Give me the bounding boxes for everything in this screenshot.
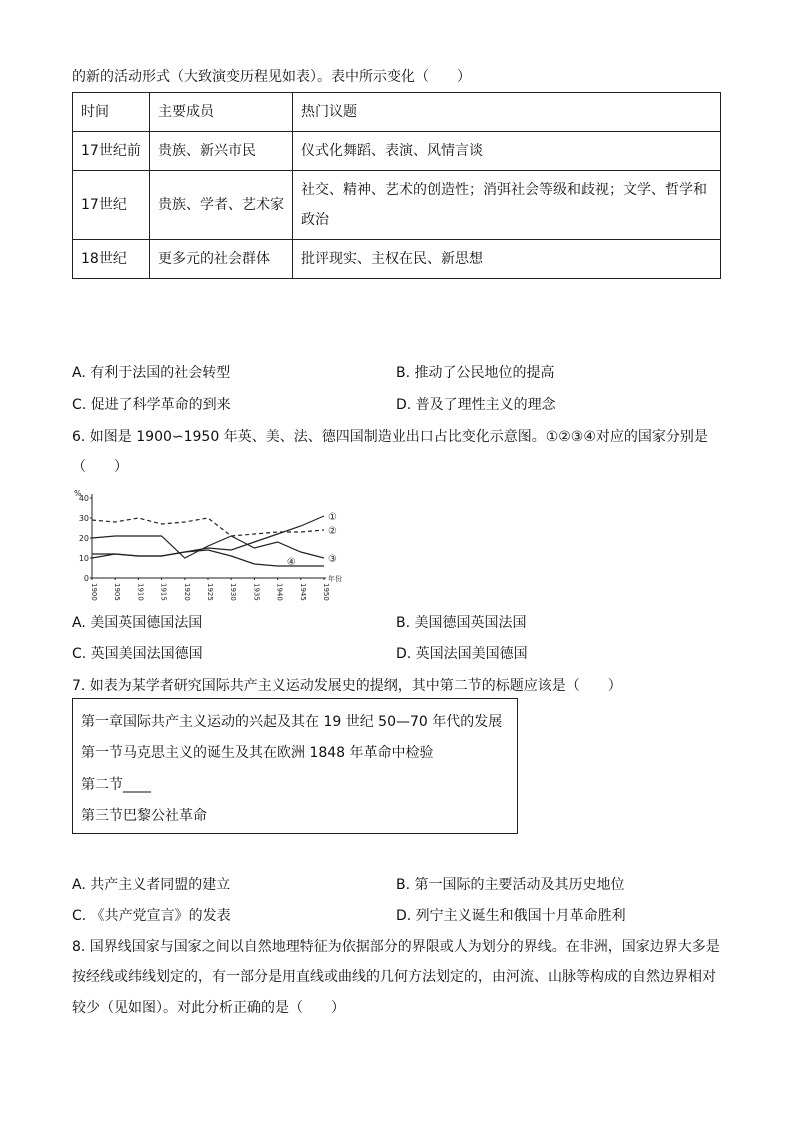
option-d[interactable]: D. 英国法国美国德国	[396, 646, 528, 662]
q8-stem-line2: 按经线或纬线划定的，有一部分是用直线或曲线的几何方法划定的，由河流、山脉等构成的自然边界相对	[72, 969, 716, 985]
option-b[interactable]: B. 美国德国英国法国	[396, 615, 527, 631]
q6-stem-line1: 6. 如图是 1900∽1950 年英、美、法、德四国制造业出口占比变化示意图。①②③④对应的国家分别是	[72, 429, 708, 445]
series-label: ②	[328, 526, 337, 537]
option-c[interactable]: C. 促进了科学革命的到来	[72, 397, 231, 413]
x-tick-label: 1925	[206, 583, 214, 601]
series-label: ④	[286, 557, 296, 568]
table-cell: 仪式化舞蹈、表演、风情言谈	[293, 132, 721, 171]
x-tick-label: 1950	[322, 583, 330, 601]
x-tick-label: 1905	[113, 583, 122, 601]
q8-stem-line3: 较少（见如图）。对此分析正确的是（ ）	[72, 1000, 345, 1016]
q8-stem-line1: 8. 国界线国家与国家之间以自然地理特征为依据部分的界限或人为划分的界线。在非洲，国家边界大多是	[72, 939, 720, 955]
option-a[interactable]: A. 美国英国德国法国	[72, 615, 203, 631]
outline-line: 第三节巴黎公社革命	[81, 808, 207, 824]
option-b[interactable]: B. 第一国际的主要活动及其历史地位	[396, 877, 625, 893]
q5-table	[72, 92, 721, 279]
x-tick-label: 1935	[252, 583, 261, 601]
option-b[interactable]: B. 推动了公民地位的提高	[396, 365, 555, 381]
x-tick-label: 1920	[182, 583, 191, 601]
y-tick-label: 0	[83, 574, 89, 583]
table-header-cell: 时间	[73, 93, 150, 132]
y-tick-label: 30	[78, 514, 89, 523]
y-axis-label: %	[74, 489, 82, 498]
outline-line: 第二节____	[81, 777, 151, 793]
q7-stem: 7. 如表为某学者研究国际共产主义运动发展史的提纲，其中第二节的标题应该是（ ）	[72, 678, 622, 694]
option-c[interactable]: C. 英国美国法国德国	[72, 646, 203, 662]
table-header-row	[73, 93, 721, 132]
option-c[interactable]: C. 《共产党宣言》的发表	[72, 908, 231, 924]
option-d[interactable]: D. 普及了理性主义的理念	[396, 397, 556, 413]
x-tick-label: 1915	[159, 583, 168, 601]
table-cell: 更多元的社会群体	[150, 240, 293, 279]
table-row	[73, 240, 721, 279]
q5-stem: 的新的活动形式（大致演变历程见如表）。表中所示变化（ ）	[72, 69, 471, 85]
table-cell: 批评现实、主权在民、新思想	[293, 240, 721, 279]
table-cell: 社交、精神、艺术的创造性；消弭社会等级和歧视；文学、哲学和政治	[293, 171, 721, 240]
x-tick-label: 1945	[298, 583, 307, 601]
series-label: ①	[328, 512, 337, 523]
series-label: ③	[328, 554, 337, 565]
table-row	[73, 171, 721, 240]
option-d[interactable]: D. 列宁主义诞生和俄国十月革命胜利	[396, 908, 626, 924]
table-header-cell: 主要成员	[150, 93, 293, 132]
table-cell: 17世纪前	[73, 132, 150, 171]
q7-outline-box	[72, 698, 518, 834]
x-tick-label: 1940	[275, 583, 284, 601]
y-tick-label: 20	[78, 534, 89, 543]
table-cell: 17世纪	[73, 171, 150, 240]
series-line	[92, 518, 324, 536]
table-cell: 贵族、新兴市民	[150, 132, 293, 171]
y-tick-label: 40	[78, 494, 89, 503]
outline-line: 第一节马克思主义的诞生及其在欧洲 1848 年革命中检验	[81, 745, 434, 761]
option-a[interactable]: A. 共产主义者同盟的建立	[72, 877, 231, 893]
table-row	[73, 132, 721, 171]
x-tick-label: 1900	[90, 583, 98, 601]
table-cell: 18世纪	[73, 240, 150, 279]
outline-line: 第一章国际共产主义运动的兴起及其在 19 世纪 50—70 年代的发展	[81, 714, 503, 730]
x-tick-label: 1930	[229, 583, 238, 601]
export-share-chart	[72, 488, 362, 606]
y-tick-label: 10	[78, 554, 89, 563]
option-a[interactable]: A. 有利于法国的社会转型	[72, 365, 231, 381]
x-axis-label: 年份	[328, 575, 342, 583]
q6-stem-line2: （ ）	[72, 459, 128, 475]
table-header-cell: 热门议题	[293, 93, 721, 132]
table-cell: 贵族、学者、艺术家	[150, 171, 293, 240]
x-tick-label: 1910	[136, 583, 145, 601]
